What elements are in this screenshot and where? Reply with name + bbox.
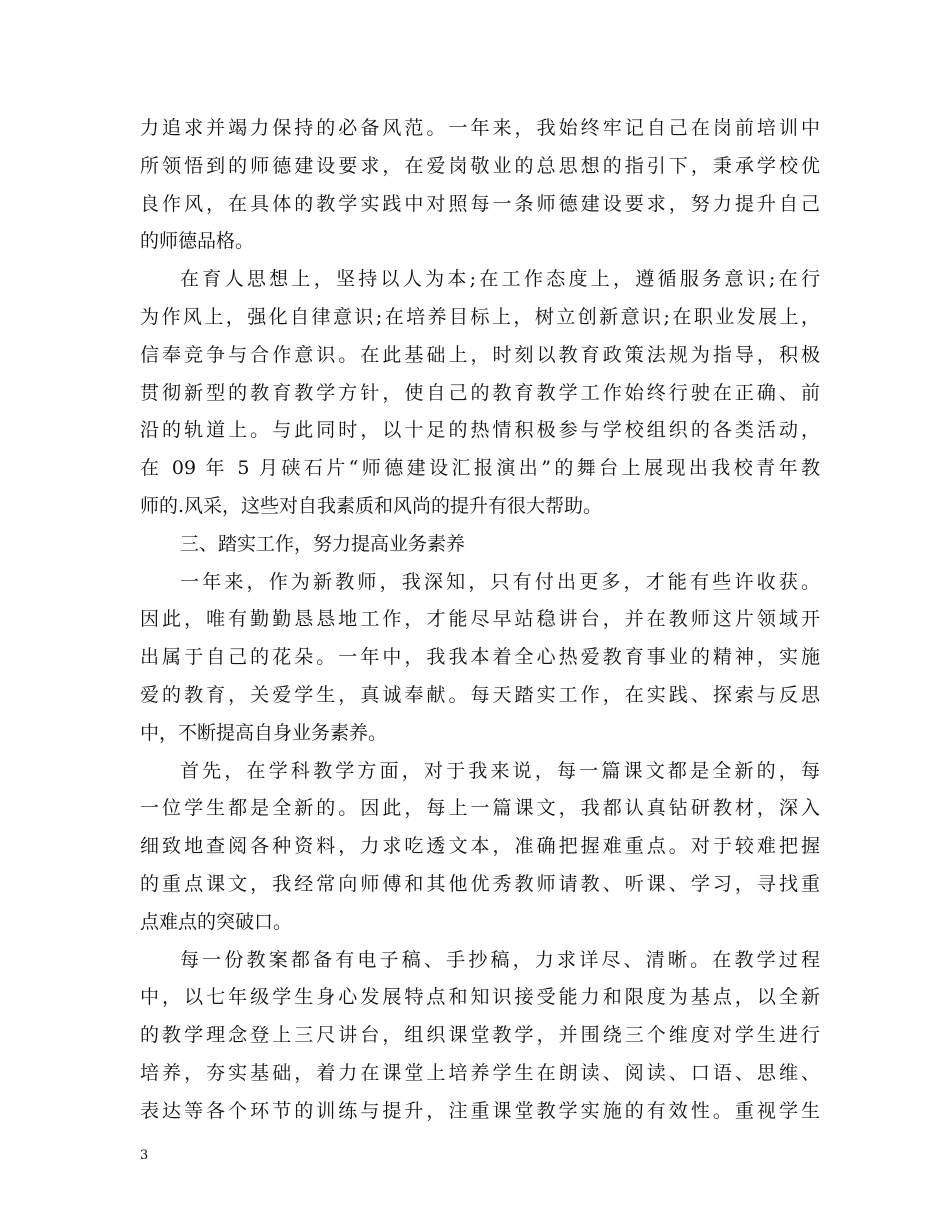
paragraph-line: 一年来，作为新教师，我深知，只有付出更多，才能有些许收获。 xyxy=(180,570,820,593)
paragraph-line: 的师德品格。 xyxy=(140,230,255,253)
paragraph-line: 在育人思想上，坚持以人为本;在工作态度上，遵循服务意识;在行 xyxy=(180,268,820,291)
paragraph-line: 表达等各个环节的训练与提升，注重课堂教学实施的有效性。重视学生 xyxy=(140,1099,820,1122)
paragraph-line: 细致地查阅各种资料，力求吃透文本，准确把握难重点。对于较难把握 xyxy=(140,835,820,858)
paragraph-line: 中，以七年级学生身心发展特点和知识接受能力和限度为基点，以全新 xyxy=(140,986,820,1009)
paragraph-line: 一位学生都是全新的。因此，每上一篇课文，我都认真钻研教材，深入 xyxy=(140,797,820,820)
paragraph-line: 贯彻新型的教育教学方针，使自己的教育教学工作始终行驶在正确、前 xyxy=(140,381,820,404)
paragraph-line: 力追求并竭力保持的必备风范。一年来，我始终牢记自己在岗前培训中 xyxy=(140,117,820,139)
paragraph-line: 中，不断提高自身业务素养。 xyxy=(140,721,388,744)
paragraph-line: 的教学理念登上三尺讲台，组织课堂教学，并围绕三个维度对学生进行 xyxy=(140,1024,820,1047)
paragraph-line: 良作风，在具体的教学实践中对照每一条师德建设要求，努力提升自己 xyxy=(140,192,820,215)
paragraph-line: 点难点的突破口。 xyxy=(140,910,293,933)
paragraph-line: 师的.风采，这些对自我素质和风尚的提升有很大帮助。 xyxy=(140,494,603,517)
body-text xyxy=(140,110,820,1131)
paragraph-line: 每一份教案都备有电子稿、手抄稿，力求详尽、清晰。在教学过程 xyxy=(180,948,820,971)
paragraph-line: 首先，在学科教学方面，对于我来说，每一篇课文都是全新的，每 xyxy=(180,759,820,782)
paragraph-line: 爱的教育，关爱学生，真诚奉献。每天踏实工作，在实践、探索与反思 xyxy=(140,683,820,706)
paragraph-line: 信奉竞争与合作意识。在此基础上，时刻以教育政策法规为指导，积极 xyxy=(140,343,820,366)
paragraph-line: 出属于自己的花朵。一年中，我我本着全心热爱教育事业的精神，实施 xyxy=(140,646,820,669)
paragraph-line: 培养，夯实基础，着力在课堂上培养学生在朗读、阅读、口语、思维、 xyxy=(140,1061,820,1084)
paragraph-line: 所领悟到的师德建设要求，在爱岗敬业的总思想的指引下，秉承学校优 xyxy=(140,154,820,177)
paragraph-line: 沿的轨道上。与此同时，以十足的热情积极参与学校组织的各类活动， xyxy=(140,419,820,442)
page-number: 3 xyxy=(140,1148,149,1163)
paragraph-line: 为作风上，强化自律意识;在培养目标上，树立创新意识;在职业发展上， xyxy=(140,305,820,328)
paragraph-line: 因此，唯有勤勤恳恳地工作，才能尽早站稳讲台，并在教师这片领域开 xyxy=(140,608,820,631)
paragraph-line: 的重点课文，我经常向师傅和其他优秀教师请教、听课、学习，寻找重 xyxy=(140,872,820,895)
paragraph-line: 三、踏实工作，努力提高业务素养 xyxy=(180,532,466,555)
paragraph-line: 在 09 年 5 月硖石片“师德建设汇报演出”的舞台上展现出我校青年教 xyxy=(140,457,820,480)
